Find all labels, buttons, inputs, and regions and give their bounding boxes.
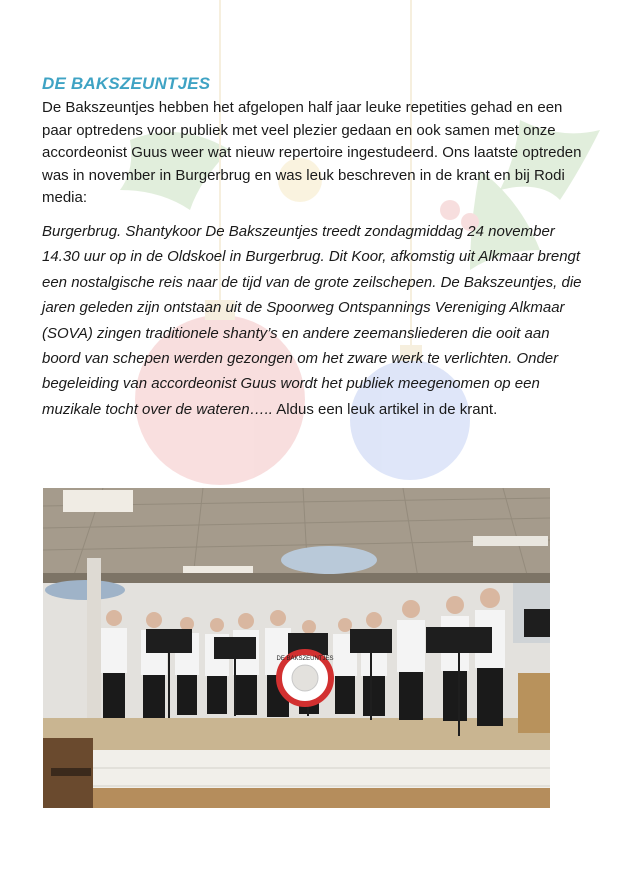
article-intro: De Bakszeuntjes hebben het afgelopen half jaar leuke repetities gehad en een paar optredens voor publiek met veel plezier gedaan en ook samen met onze accordeonist Guus weer wat nieuw repertoire ingestudeerd. Ons laatste optreden was in november in Burgerbrug en was leuk beschreven in de krant en bij Rodi media: xyxy=(42,99,582,207)
quote-italic-text: Burgerbrug. Shantykoor De Bakszeuntjes treedt zondagmiddag 24 november 14.30 uur op in de Oldskoel in Burgerbrug. Dit Koor, afkomstig uit Alkmaar brengt een nostalgische reis naar de tijd van de grote zeilschepen. De Bakszeuntjes, die jaren geleden zijn ontstaan uit de Spoorweg Ontspannings Vereniging Alkmaar (SOVA) zingen traditionele shanty’s en andere zeemansliederen die ooit aan boord van schepen werden gezongen om het zware werk te verlichten. Onder begeleiding van accordeonist Guus wordt het publiek meegenomen op een muzikale tocht over de wateren….. xyxy=(42,222,582,418)
lifebuoy-icon xyxy=(276,652,333,704)
lifebuoy-text: DE BAKSZEUNTJES xyxy=(276,656,334,662)
quote-tail-text: Aldus een leuk artikel in de krant. xyxy=(272,400,498,418)
article xyxy=(42,74,587,422)
choir-performance-photo xyxy=(43,488,550,808)
newspaper-quote xyxy=(42,219,587,422)
article-title: DE BAKSZEUNTJES xyxy=(42,74,211,93)
